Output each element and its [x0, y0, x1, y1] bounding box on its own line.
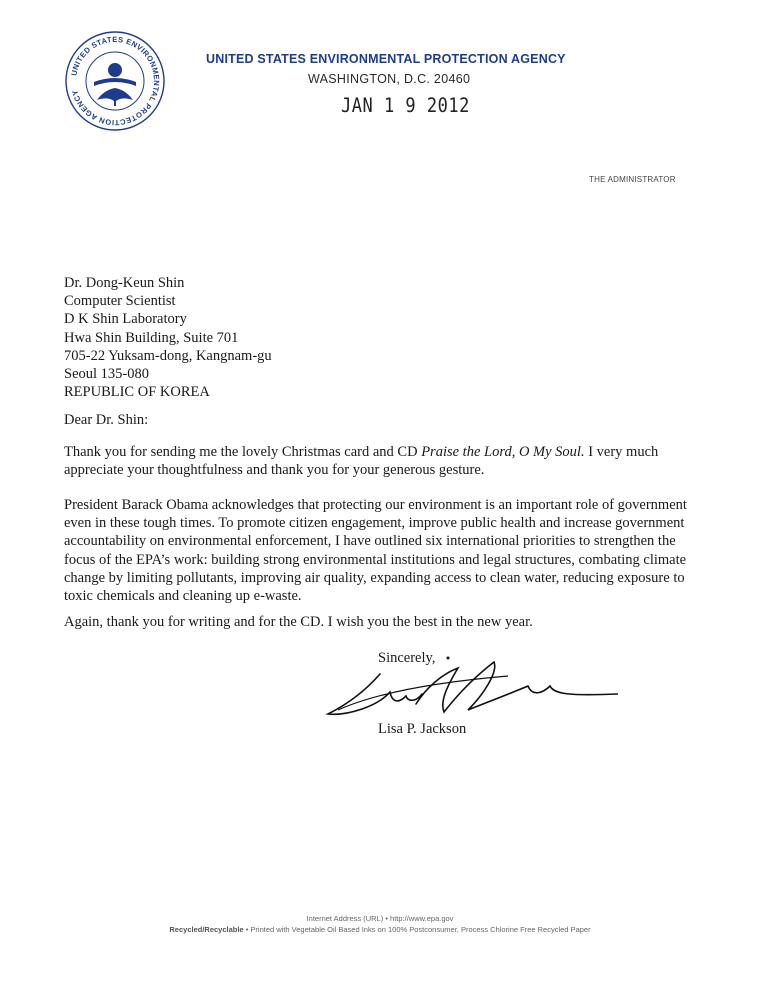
address-line: Dr. Dong-Keun Shin [64, 275, 185, 291]
address-line: Computer Scientist [64, 293, 176, 310]
recipient-address [64, 274, 272, 401]
cd-title: Praise the Lord, O My Soul. [421, 444, 585, 460]
paragraph-thanks [64, 443, 704, 479]
footer-paper-text: • Printed with Vegetable Oil Based Inks on 100% Postconsumer, Process Chlorine Free Recycled Paper [243, 925, 591, 934]
address-line: Seoul 135-080 [64, 366, 149, 383]
paragraph-priorities: President Barack Obama acknowledges that protecting our environment is an important role of government even in these tough times. To promote citizen engagement, improve public health and increase government accountability on environmental enforcement, I have outlined six international priorities to strengthen the focus of the EPA’s work: building strong environmental institutions and legal structures, combating climate change by limiting pollutants, improving air quality, expanding access to clean water, reducing exposure to toxic chemicals and cleaning up e-waste. [64, 497, 687, 605]
office-title: THE ADMINISTRATOR [589, 175, 676, 184]
address-line: Hwa Shin Building, Suite 701 [64, 329, 239, 346]
signature-graphic [318, 652, 618, 732]
salutation: Dear Dr. Shin: [64, 412, 149, 428]
agency-name: UNITED STATES ENVIRONMENTAL PROTECTION AGENCY [206, 52, 566, 66]
footer-recycled: Recycled/Recyclable [169, 925, 244, 934]
address-line: REPUBLIC OF KOREA [64, 384, 210, 401]
footer-paper-notice [0, 925, 760, 934]
address-line: D K Shin Laboratory [64, 311, 187, 328]
address-line: 705-22 Yuksam-dong, Kangnam-gu [64, 347, 272, 364]
date-stamp: JAN 1 9 2012 [341, 94, 470, 118]
paragraph-text: Thank you for sending me the lovely Christmas card and CD [64, 444, 422, 460]
agency-address: WASHINGTON, D.C. 20460 [308, 72, 471, 86]
svg-text:UNITED STATES ENVIRONMENTAL PR: UNITED STATES ENVIRONMENTAL PROTECTION AGENCY [69, 34, 162, 128]
footer-url: Internet Address (URL) • http://www.epa.gov [306, 914, 454, 923]
closing: Sincerely, [378, 650, 436, 666]
paragraph-text: I very much appreciate your thoughtfulness and thank you for your generous gesture. [64, 444, 659, 479]
epa-seal-logo [64, 30, 166, 132]
signer-name: Lisa P. Jackson [378, 721, 467, 737]
paragraph-closing: Again, thank you for writing and for the CD. I wish you the best in the new year. [64, 614, 533, 630]
